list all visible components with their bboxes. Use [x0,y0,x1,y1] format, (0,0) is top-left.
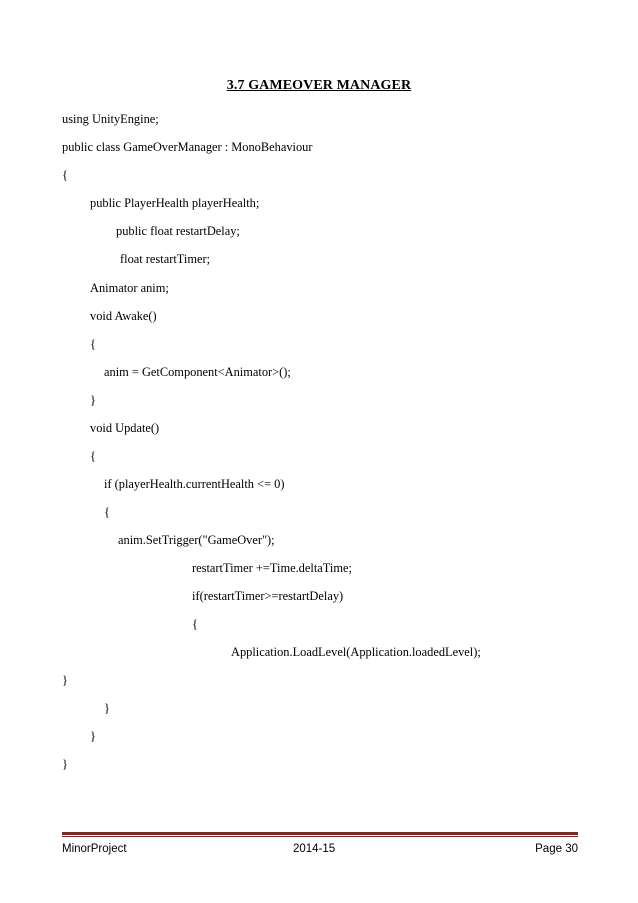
code-line: Application.LoadLevel(Application.loadedLevel); [231,645,481,659]
code-line: public float restartDelay; [116,224,240,238]
code-line: } [62,673,68,687]
code-line: { [62,168,68,182]
code-line: public PlayerHealth playerHealth; [90,196,260,210]
code-line: anim = GetComponent<Animator>(); [104,365,291,379]
code-line: } [90,729,96,743]
code-line: using UnityEngine; [62,112,159,126]
code-line: { [90,449,96,463]
footer-page-number: Page 30 [535,843,578,855]
code-line: { [192,617,198,631]
code-line: float restartTimer; [120,252,211,266]
code-line: restartTimer +=Time.deltaTime; [192,561,352,575]
code-line: if (playerHealth.currentHealth <= 0) [104,477,285,491]
code-line: } [104,701,110,715]
footer-divider-thin [62,836,578,837]
code-line: Animator anim; [90,281,169,295]
code-line: { [90,337,96,351]
code-line: void Update() [90,421,160,435]
code-line: public class GameOverManager : MonoBehaviour [62,140,313,154]
code-line: } [90,393,96,407]
footer-project-name: MinorProject [62,843,127,855]
footer-year: 2014-15 [293,843,336,855]
section-heading: 3.7 GAMEOVER MANAGER [226,78,412,93]
code-line: if(restartTimer>=restartDelay) [192,589,344,603]
code-line: } [62,757,68,771]
code-line: { [104,505,110,519]
code-line: void Awake() [90,309,157,323]
code-line: anim.SetTrigger("GameOver"); [118,533,275,547]
footer-divider [62,832,578,835]
